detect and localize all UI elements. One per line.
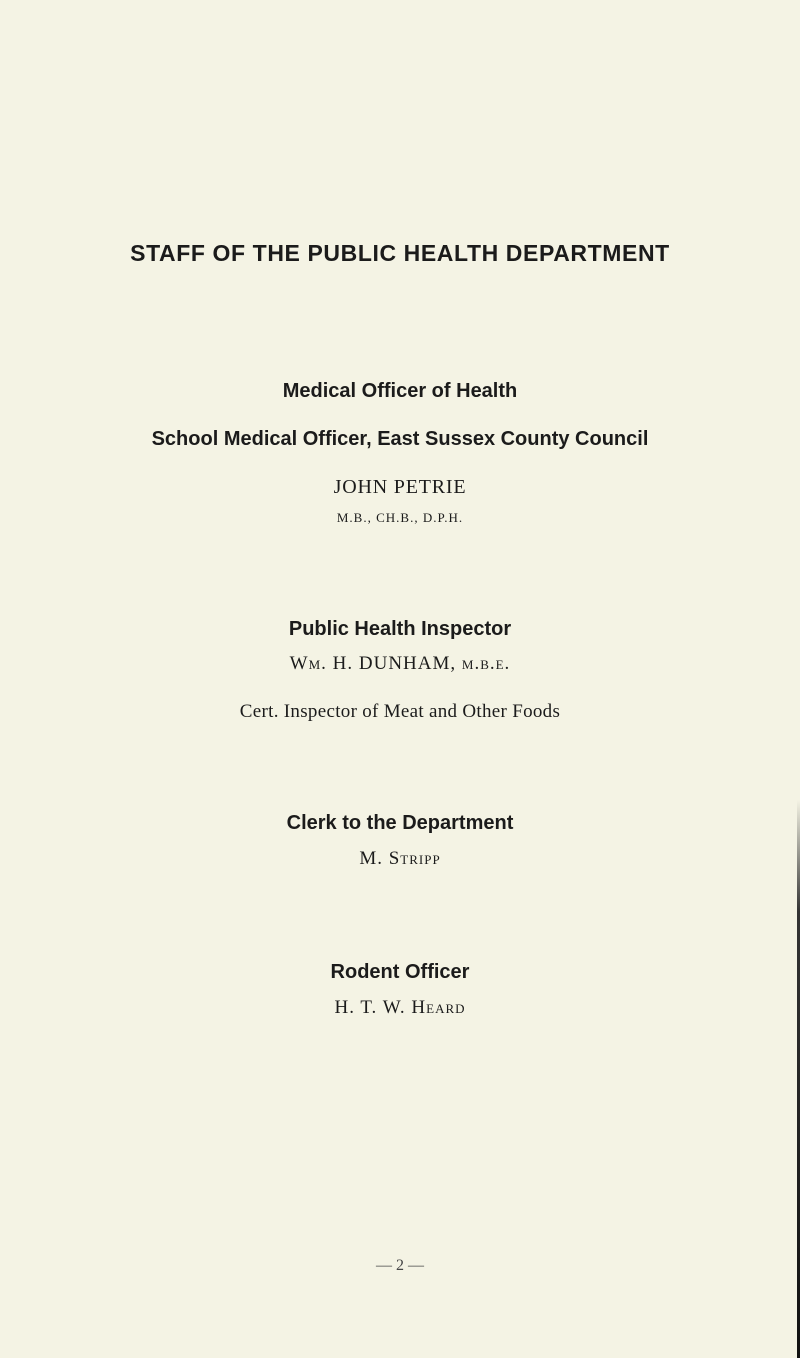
rodent-officer-heading: Rodent Officer xyxy=(330,961,470,983)
page-title: STAFF OF THE PUBLIC HEALTH DEPARTMENT xyxy=(130,240,670,266)
public-health-inspector-certification: Cert. Inspector of Meat and Other Foods xyxy=(239,701,561,722)
medical-officer-heading: Medical Officer of Health xyxy=(282,380,518,402)
school-medical-officer-heading: School Medical Officer, East Sussex County Council xyxy=(151,428,649,450)
public-health-inspector-heading: Public Health Inspector xyxy=(288,618,512,640)
page-number: — 2 — xyxy=(376,1257,424,1274)
rodent-officer-name: H. T. W. Heard xyxy=(334,997,466,1018)
public-health-inspector-name: Wm. H. DUNHAM, m.b.e. xyxy=(289,653,511,674)
medical-officer-name: JOHN PETRIE xyxy=(333,476,467,498)
clerk-name: M. Stripp xyxy=(359,848,441,869)
clerk-heading: Clerk to the Department xyxy=(286,812,514,834)
medical-officer-qualifications: M.B., CH.B., D.P.H. xyxy=(336,510,464,525)
